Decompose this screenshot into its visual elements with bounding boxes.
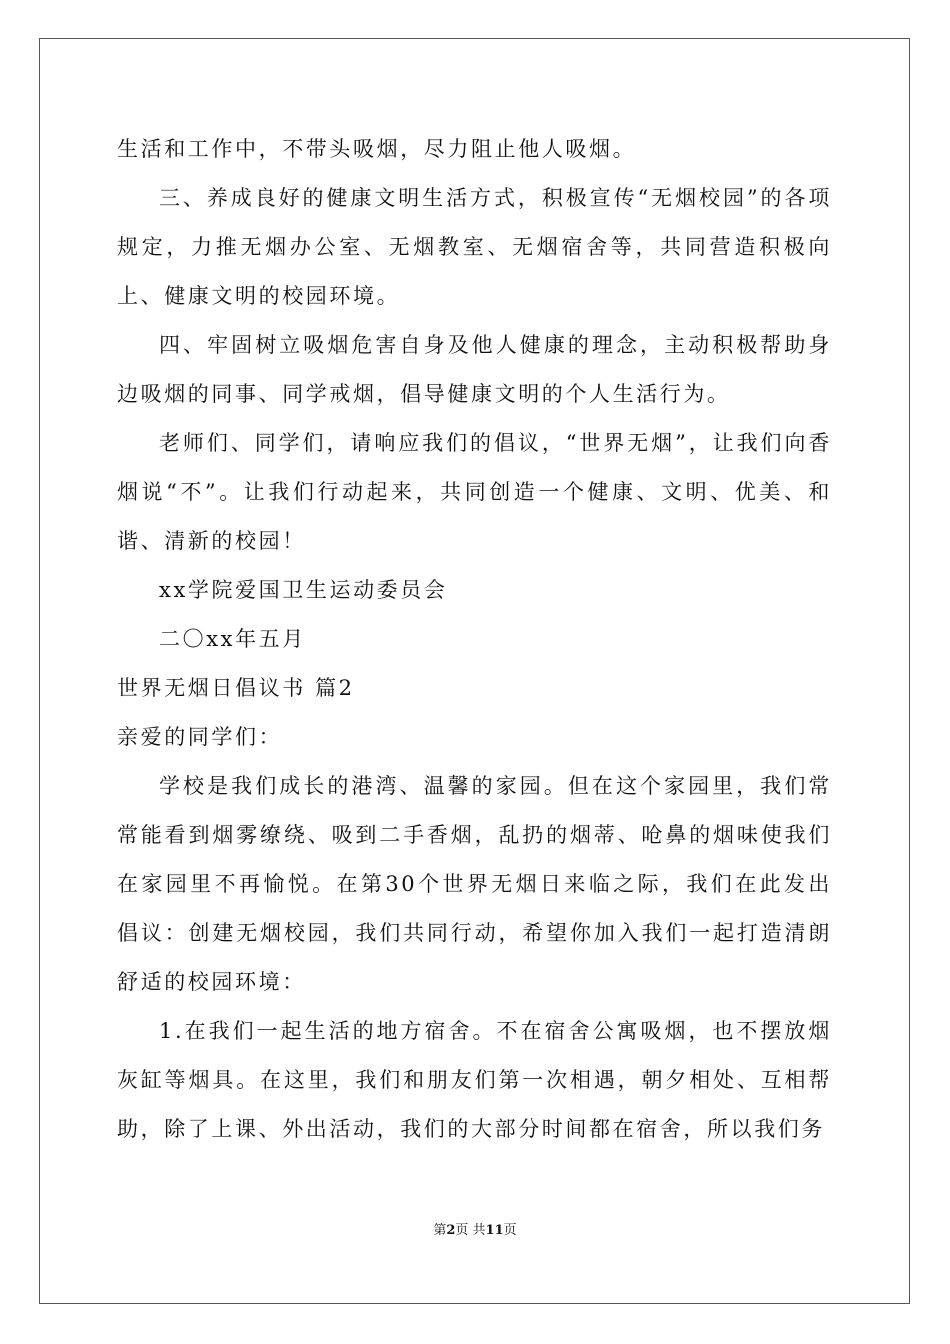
footer-page-prefix: 第 — [433, 1223, 447, 1238]
footer-page-number: 2 — [446, 1223, 456, 1238]
paragraph: 四、牢固树立吸烟危害自身及他人健康的理念，主动积极帮助身边吸烟的同事、同学戒烟，倡导健康文明的个人生活行为。 — [117, 333, 832, 406]
paragraph: 1.在我们一起生活的地方宿舍。不在宿舍公寓吸烟，也不摆放烟灰缸等烟具。在这里，我们和朋友们第一次相遇，朝夕相处、互相帮助，除了上课、外出活动，我们的大部分时间都在宿舍，所以我们务 — [117, 1019, 832, 1141]
paragraph: 学校是我们成长的港湾、温馨的家园。但在这个家园里，我们常常能看到烟雾缭绕、吸到二手香烟，乱扔的烟蒂、呛鼻的烟味使我们在家园里不再愉悦。在第30个世界无烟日来临之际，我们在此发出倡议：创建无烟校园，我们共同行动，希望你加入我们一起打造清朗舒适的校园环境： — [117, 774, 832, 994]
paragraph: 老师们、同学们，请响应我们的倡议，“世界无烟”，让我们向香烟说“不”。让我们行动起来，共同创造一个健康、文明、优美、和谐、清新的校园！ — [117, 431, 832, 553]
document-body — [117, 125, 832, 1154]
footer-page-mid: 页 共 — [455, 1223, 486, 1238]
paragraph: 三、养成良好的健康文明生活方式，积极宣传“无烟校园”的各项规定，力推无烟办公室、无烟教室、无烟宿舍等，共同营造积极向上、健康文明的校园环境。 — [117, 186, 832, 308]
signature-organization: xx学院爱国卫生运动委员会 — [159, 578, 448, 602]
footer-page-suffix: 页 — [503, 1223, 517, 1238]
signature-date: 二〇xx年五月 — [159, 627, 306, 651]
footer-total-pages: 11 — [485, 1223, 504, 1238]
paragraph: 生活和工作中，不带头吸烟，尽力阻止他人吸烟。 — [117, 137, 637, 161]
section-title: 世界无烟日倡议书 篇2 — [117, 676, 355, 700]
salutation: 亲爱的同学们： — [117, 725, 283, 749]
page-footer — [0, 1219, 950, 1238]
